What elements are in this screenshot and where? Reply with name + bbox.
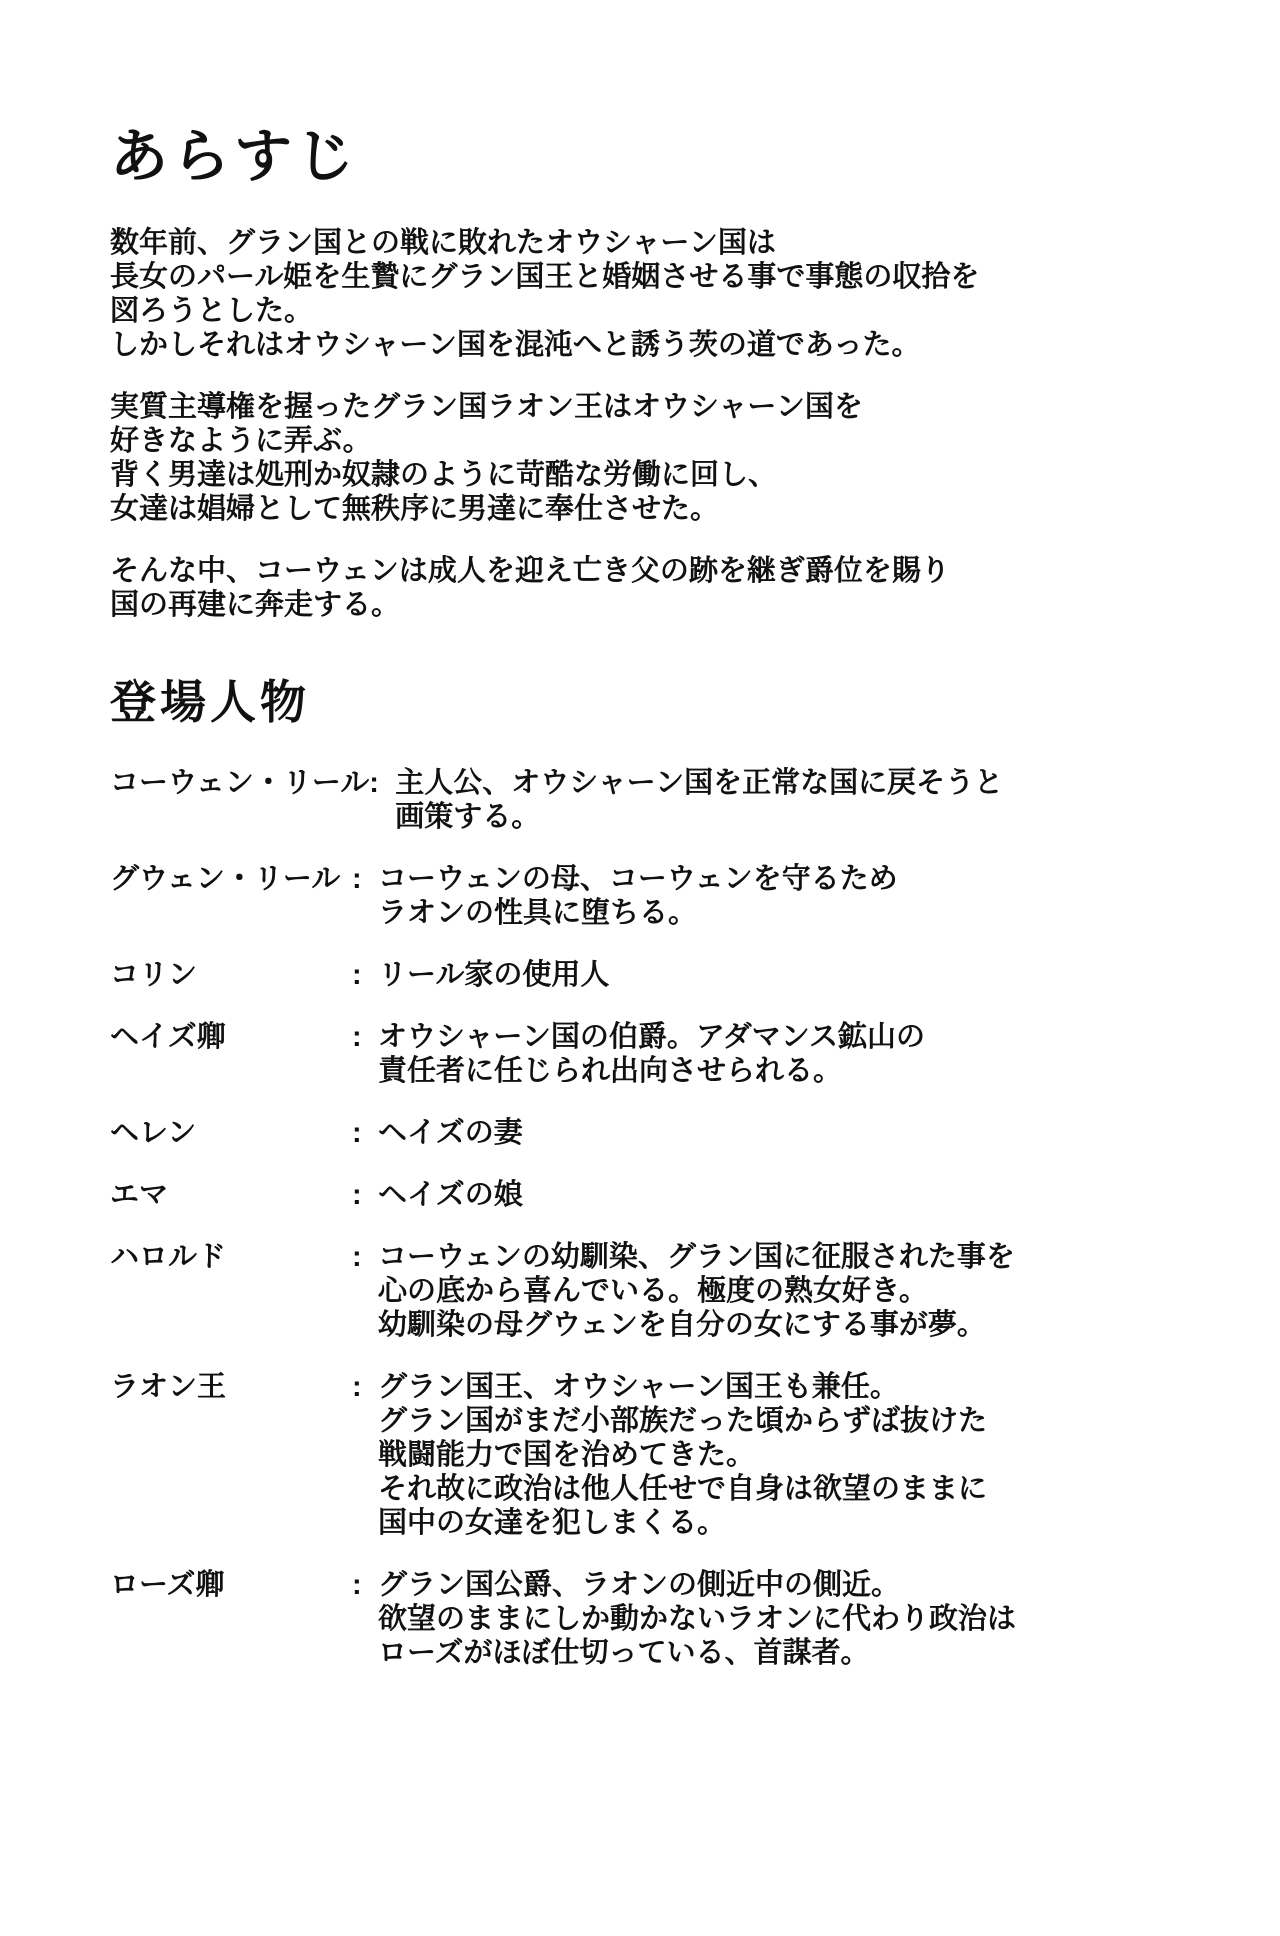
synopsis-paragraph xyxy=(110,390,1220,526)
separator-colon: : xyxy=(352,1117,362,1149)
text-line: ヘイズの妻 xyxy=(378,1117,523,1149)
text-line: ラオンの性具に堕ちる。 xyxy=(378,897,698,929)
character-name: ヘレン xyxy=(110,1117,197,1149)
character-list xyxy=(110,766,1220,1670)
text-line: 実質主導権を握ったグラン国ラオン王はオウシャーン国を xyxy=(110,391,863,423)
text-line: それ故に政治は他人任せで自身は欲望のままに xyxy=(378,1473,988,1505)
text-line: 国の再建に奔走する。 xyxy=(110,589,401,621)
character-description xyxy=(378,1370,1220,1540)
text-line: 数年前、グラン国との戦に敗れたオウシャーン国は xyxy=(110,227,776,259)
character-name: ローズ卿 xyxy=(110,1569,225,1601)
text-line: グラン国がまだ小部族だった頃からずば抜けた xyxy=(378,1405,988,1437)
character-row xyxy=(110,1020,1220,1088)
text-line: 長女のパール姫を生贄にグラン国王と婚姻させる事で事態の収拾を xyxy=(110,261,980,293)
separator-colon: : xyxy=(352,1241,362,1273)
text-line: しかしそれはオウシャーン国を混沌へと誘う茨の道であった。 xyxy=(110,329,921,361)
document-page xyxy=(0,124,1280,1936)
text-line: ローズがほぼ仕切っている、首謀者。 xyxy=(378,1637,870,1669)
text-line: 責任者に任じられ出向させられる。 xyxy=(378,1055,843,1087)
character-description xyxy=(395,766,1220,834)
synopsis-heading: あらすじ xyxy=(110,124,359,189)
character-name: エマ xyxy=(110,1179,169,1211)
separator-colon: : xyxy=(352,1371,362,1403)
character-description xyxy=(378,1116,1220,1150)
text-line: リール家の使用人 xyxy=(378,959,610,991)
text-line: 幼馴染の母グウェンを自分の女にする事が夢。 xyxy=(378,1309,986,1341)
text-line: グラン国王、オウシャーン国王も兼任。 xyxy=(378,1371,899,1403)
synopsis-paragraph xyxy=(110,554,1220,622)
synopsis-paragraph xyxy=(110,226,1220,362)
character-description xyxy=(378,1020,1220,1088)
text-line: ヘイズの娘 xyxy=(378,1179,523,1211)
text-line: 好きなように弄ぶ。 xyxy=(110,425,372,457)
character-description xyxy=(378,1240,1220,1342)
character-row xyxy=(110,766,1220,834)
character-name: ヘイズ卿 xyxy=(110,1021,226,1053)
separator-colon: : xyxy=(352,1021,362,1053)
text-line: 国中の女達を犯しまくる。 xyxy=(378,1507,727,1539)
text-line: 心の底から喜んでいる。極度の熟女好き。 xyxy=(378,1275,928,1307)
text-line: グラン国公爵、ラオンの側近中の側近。 xyxy=(378,1569,901,1601)
character-name: グウェン・リール xyxy=(110,863,341,895)
characters-heading: 登場人物 xyxy=(110,676,310,728)
separator-colon: : xyxy=(352,1569,362,1601)
text-line: コーウェンの幼馴染、グラン国に征服された事を xyxy=(378,1241,1015,1273)
text-line: 主人公、オウシャーン国を正常な国に戻そうと xyxy=(395,767,1004,799)
character-row xyxy=(110,1568,1220,1670)
separator-colon: : xyxy=(352,1179,362,1211)
character-name: ラオン王 xyxy=(110,1371,227,1403)
separator-colon: : xyxy=(352,959,362,991)
character-row xyxy=(110,958,1220,992)
text-line: 図ろうとした。 xyxy=(110,295,314,327)
character-row xyxy=(110,1240,1220,1342)
separator-colon: : xyxy=(352,863,362,895)
character-name: ハロルド xyxy=(110,1241,227,1273)
text-line: コーウェンの母、コーウェンを守るため xyxy=(378,863,898,895)
text-line: 欲望のままにしか動かないラオンに代わり政治は xyxy=(378,1603,1017,1635)
text-line: 戦闘能力で国を治めてきた。 xyxy=(378,1439,756,1471)
character-row xyxy=(110,1178,1220,1212)
text-line: 女達は娼婦として無秩序に男達に奉仕させた。 xyxy=(110,493,720,525)
text-line: そんな中、コーウェンは成人を迎え亡き父の跡を継ぎ爵位を賜り xyxy=(110,555,950,587)
synopsis-paragraphs xyxy=(110,226,1220,622)
text-line: 画策する。 xyxy=(395,801,541,833)
character-description xyxy=(378,958,1220,992)
character-description xyxy=(378,862,1220,930)
character-name: コーウェン・リール xyxy=(110,767,370,799)
character-name: コリン xyxy=(110,959,198,991)
text-line: オウシャーン国の伯爵。アダマンス鉱山の xyxy=(378,1021,925,1053)
character-row xyxy=(110,862,1220,930)
character-description xyxy=(378,1178,1220,1212)
character-row xyxy=(110,1116,1220,1150)
text-line: 背く男達は処刑か奴隷のように苛酷な労働に回し、 xyxy=(110,459,778,491)
character-description xyxy=(378,1568,1220,1670)
separator-colon: : xyxy=(369,767,379,799)
character-row xyxy=(110,1370,1220,1540)
